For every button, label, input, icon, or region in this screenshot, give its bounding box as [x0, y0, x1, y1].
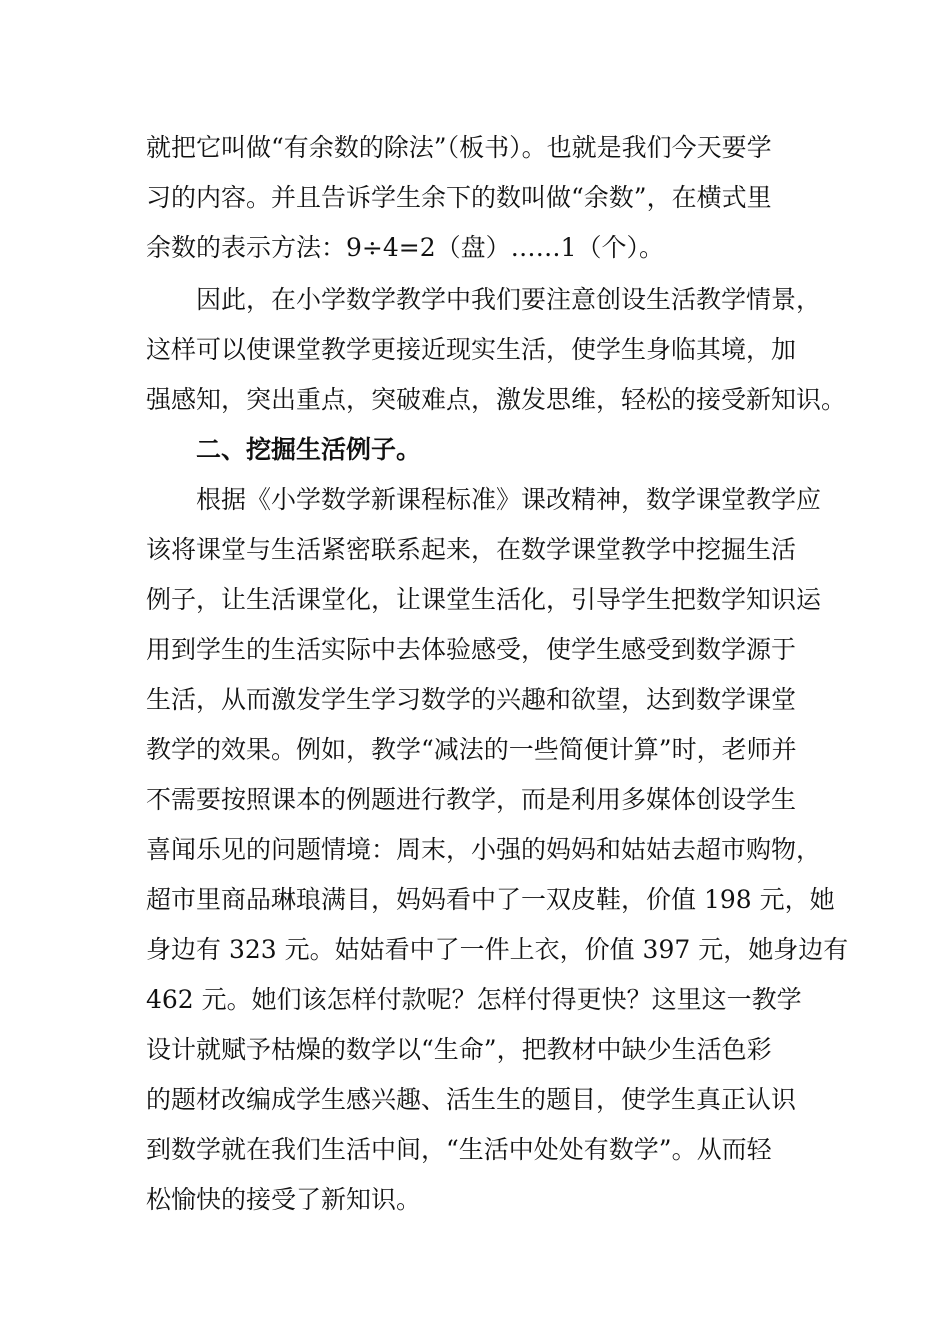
text-line: 超市里商品琳琅满目，妈妈看中了一双皮鞋，价值 198 元，她: [146, 885, 835, 914]
text-line: 喜闻乐见的问题情境：周末，小强的妈妈和姑姑去超市购物，: [146, 835, 822, 864]
text-line: 462 元。她们该怎样付款呢？怎样付得更快？这里这一教学: [146, 985, 802, 1014]
text-line: 例子，让生活课堂化，让课堂生活化，引导学生把数学知识运: [146, 585, 822, 614]
text-line: 用到学生的生活实际中去体验感受，使学生感受到数学源于: [146, 635, 797, 664]
paragraph-first-line: 因此，在小学数学教学中我们要注意创设生活教学情景，: [196, 285, 822, 314]
text-line: 余数的表示方法：9÷4=2（盘）……1（个）。: [146, 233, 665, 262]
section-heading: 二、挖掘生活例子。: [196, 435, 422, 464]
text-line: 松愉快的接受了新知识。: [146, 1185, 422, 1214]
text-line: 习的内容。并且告诉学生余下的数叫做“余数”，在横式里: [146, 183, 772, 212]
text-line: 的题材改编成学生感兴趣、活生生的题目，使学生真正认识: [146, 1085, 797, 1114]
text-line: 不需要按照课本的例题进行教学，而是利用多媒体创设学生: [146, 785, 797, 814]
text-line: 生活，从而激发学生学习数学的兴趣和欲望，达到数学课堂: [146, 685, 797, 714]
text-line: 到数学就在我们生活中间，“生活中处处有数学”。从而轻: [146, 1135, 772, 1164]
text-line: 教学的效果。例如，教学“减法的一些简便计算”时，老师并: [146, 735, 797, 764]
paragraph-first-line: 根据《小学数学新课程标准》课改精神，数学课堂教学应: [196, 485, 822, 514]
text-line: 就把它叫做“有余数的除法”（板书）。也就是我们今天要学: [146, 133, 772, 162]
text-line: 设计就赋予枯燥的数学以“生命”，把教材中缺少生活色彩: [146, 1035, 772, 1064]
text-line: 这样可以使课堂教学更接近现实生活，使学生身临其境，加: [146, 335, 797, 364]
text-line: 身边有 323 元。姑姑看中了一件上衣，价值 397 元，她身边有: [146, 935, 849, 964]
text-line: 强感知，突出重点，突破难点，激发思维，轻松的接受新知识。: [146, 385, 847, 414]
text-line: 该将课堂与生活紧密联系起来，在数学课堂教学中挖掘生活: [146, 535, 797, 564]
